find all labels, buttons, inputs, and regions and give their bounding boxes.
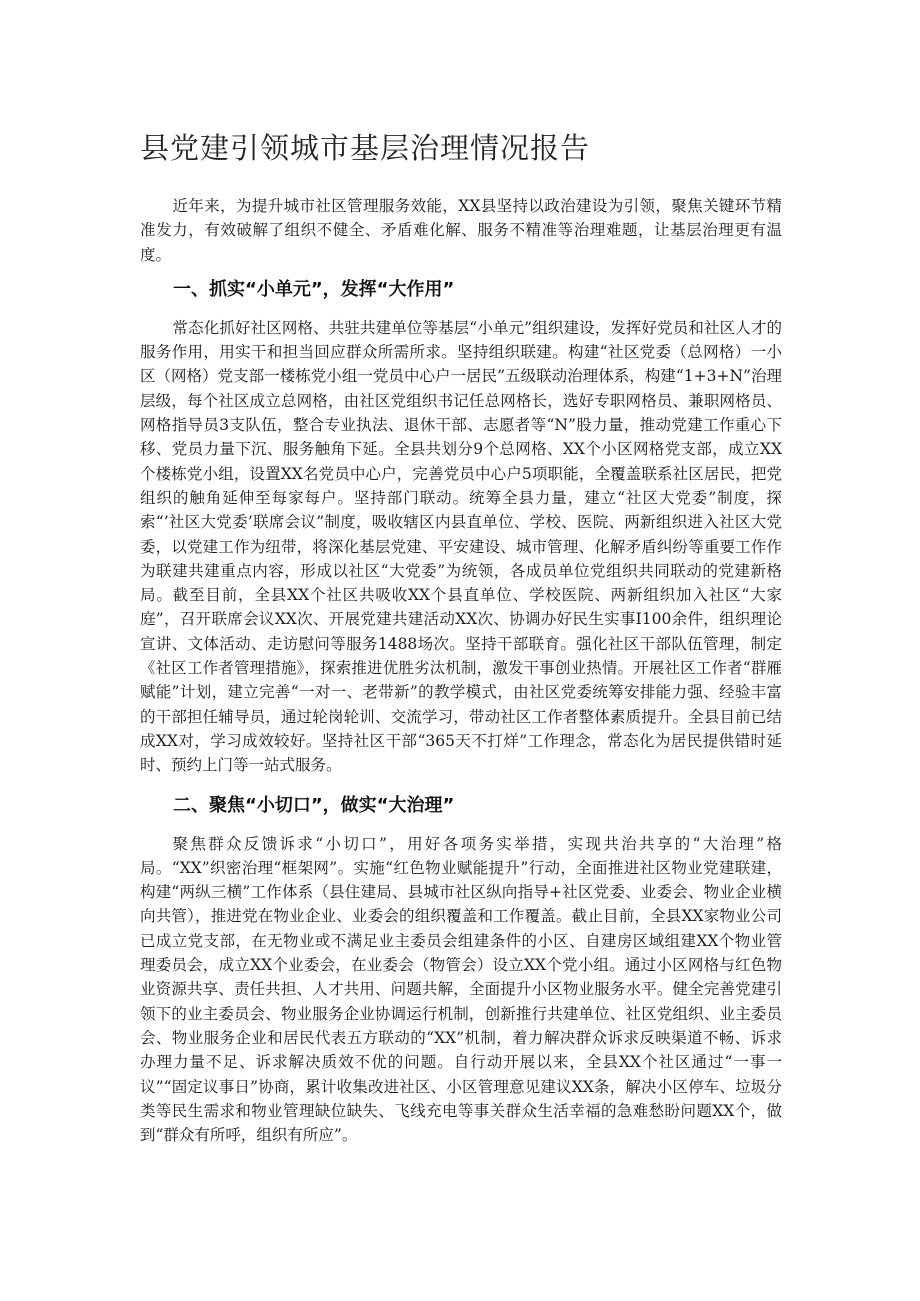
section-paragraph: 聚焦群众反馈诉求“小切口”，用好各项务实举措，实现共治共享的“大治理”格局。“XX”织密治理“框架网”。实施“红色物业赋能提升”行动，全面推进社区物业党建联建，构建“两纵三横”工作体系（县住建局、县城市社区纵向指导+社区党委、业委会、物业企业横向共管），推进党在物业企业、业委会的组织覆盖和工作覆盖。截止目前，全县XX家物业公司已成立党支部，在无物业或不满足业主委员会组建条件的小区、自建房区域组建XX个物业管理委员会，成立XX个业委会，在业委会（物管会）设立XX个党小组。通过小区网格与红色物业资源共享、责任共担、人才共用、问题共解，全面提升小区物业服务水平。健全完善党建引领下的业主委员会、物业服务企业协调运行机制，创新推行共建单位、社区党组织、业主委员会、物业服务企业和居民代表五方联动的“XX”机制，着力解决群众诉求反映渠道不畅、诉求办理力量不足、诉求解决质效不优的问题。自行动开展以来，全县XX个社区通过“一事一议”“固定议事日”协商，累计收集改进社区、小区管理意见建议XX条，解决小区停车、垃圾分类等民生需求和物业管理缺位缺失、飞线充电等事关群众生活幸福的急难愁盼问题XX个，做到“群众有所呼，组织有所应”。 (140, 834, 782, 1145)
section-paragraph: 常态化抓好社区网格、共驻共建单位等基层“小单元”组织建设，发挥好党员和社区人才的服务作用，用实干和担当回应群众所需所求。坚持组织联建。构建“社区党委（总网格）一小区（网格）党支部一楼栋党小组一党员中心户一居民”五级联动治理体系，构建“1+3+N”治理层级，每个社区成立总网格，由社区党组织书记任总网格长，选好专职网格员、兼职网格员、网格指导员3支队伍，整合专业执法、退休干部、志愿者等“N”股力量，推动党建工作重心下移、党员力量下沉、服务触角下延。全县共划分9个总网格、XX个小区网格党支部，成立XX个楼栋党小组，设置XX名党员中心户，完善党员中心户5项职能，全覆盖联系社区居民，把党组织的触角延伸至每家每户。坚持部门联动。统筹全县力量，建立“社区大党委”制度，探索“’社区大党委’联席会议”制度，吸收辖区内县直单位、学校、医院、两新组织进入社区大党委，以党建工作为纽带，将深化基层党建、平安建设、城市管理、化解矛盾纠纷等重要工作作为联建共建重点内容，形成以社区“大党委”为统领，各成员单位党组织共同联动的党建新格局。截至目前，全县XX个社区共吸收XX个县直单位、学校医院、两新组织加入社区“大家庭”，召开联席会议XX次、开展党建共建活动XX次、协调办好民生实事I100余件，组织理论宣讲、文体活动、走访慰问等服务1488场次。坚持干部联育。强化社区干部队伍管理，制定《社区工作者管理措施》，探索推进优胜劣汰机制，激发干事创业热情。开展社区工作者“群雁赋能”计划，建立完善“一对一、老带新”的教学模式，由社区党委统筹安排能力强、经验丰富的干部担任辅导员，通过轮岗轮训、交流学习，带动社区工作者整体素质提升。全县目前已结成XX对，学习成效较好。坚持社区干部“365天不打烊”工作理念，常态化为居民提供错时延时、预约上门等一站式服务。 (140, 318, 782, 775)
section-1 (140, 276, 782, 778)
section-heading: 一、抓实“小单元”，发挥“大作用” (173, 278, 455, 300)
section-2 (140, 792, 782, 1148)
document-title: 县党建引领城市基层治理情况报告 (140, 131, 591, 165)
section-heading: 二、聚焦“小切口”，做实“大治理” (173, 794, 455, 816)
document-body (140, 128, 782, 1161)
intro-paragraph: 近年来，为提升城市社区管理服务效能，XX县坚持以政治建设为引领，聚焦关键环节精准发力，有效破解了组织不健全、矛盾难化解、服务不精准等治理难题，让基层治理更有温度。 (140, 197, 782, 264)
